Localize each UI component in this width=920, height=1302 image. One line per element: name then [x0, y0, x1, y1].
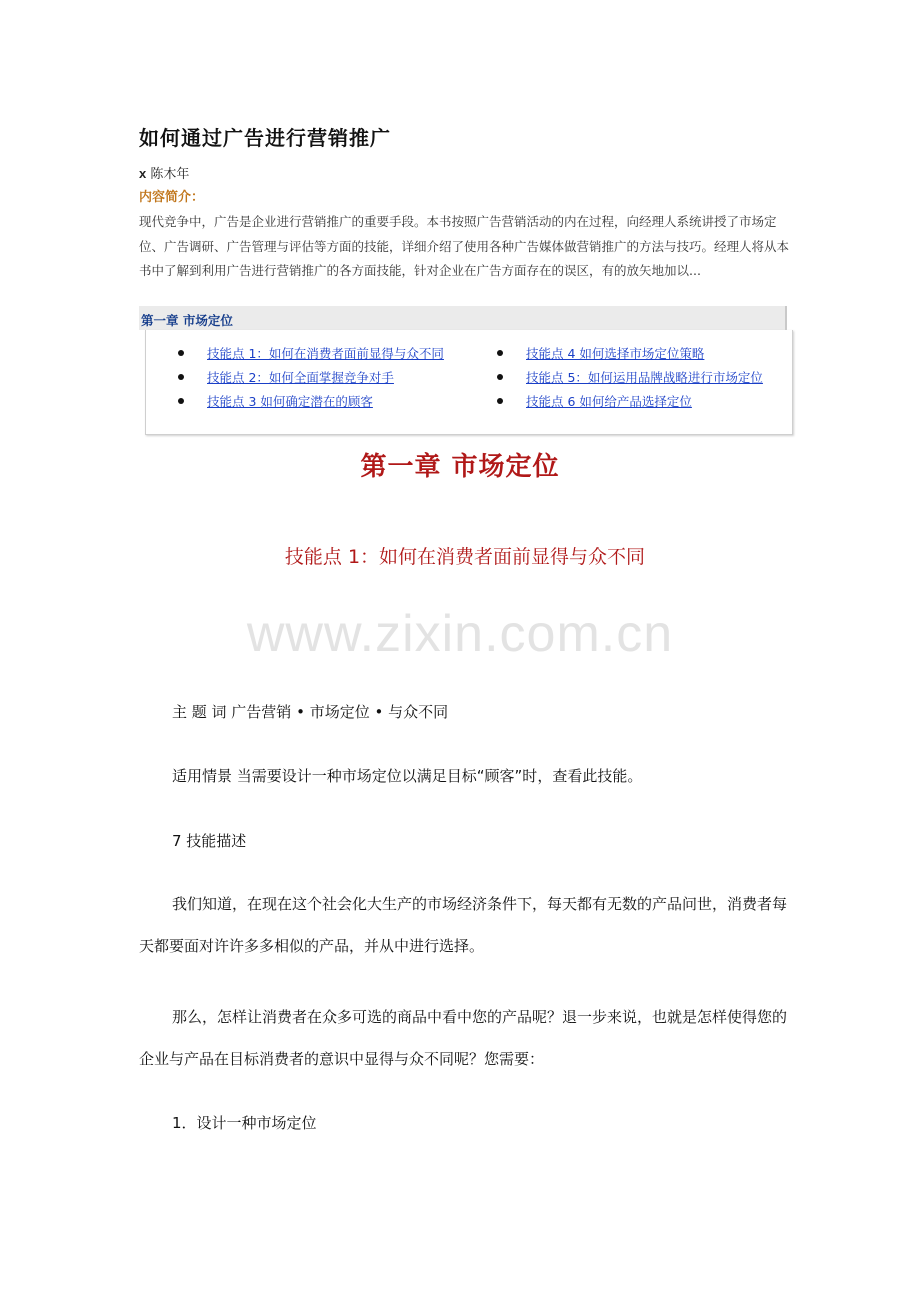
bullet-icon — [497, 374, 503, 380]
toc-link-skill-3[interactable]: 技能点 3 如何确定潜在的顾客 — [207, 394, 373, 409]
bullet-icon — [178, 374, 184, 380]
bullet-icon — [497, 350, 503, 356]
intro-label: 内容简介： — [139, 190, 205, 205]
bullet-icon — [497, 398, 503, 404]
toc-item — [526, 392, 692, 410]
bullet-icon — [178, 398, 184, 404]
bullet-icon — [178, 350, 184, 356]
toc-item — [207, 344, 444, 362]
scenario-line: 适用情景 当需要设计一种市场定位以满足目标“顾客”时，查看此技能。 — [172, 767, 643, 785]
author-line — [139, 163, 189, 182]
description-heading: 7 技能描述 — [172, 832, 247, 850]
toc-link-skill-4[interactable]: 技能点 4 如何选择市场定位策略 — [526, 346, 705, 361]
author-prefix: x — [139, 166, 147, 181]
toc-link-skill-1[interactable]: 技能点 1：如何在消费者面前显得与众不同 — [207, 346, 444, 361]
watermark: www.zixin.com.cn — [246, 605, 674, 663]
toc-item — [207, 392, 373, 410]
intro-text: 现代竞争中，广告是企业进行营销推广的重要手段。本书按照广告营销活动的内在过程，向经理人系统讲授了市场定位、广告调研、广告管理与评估等方面的技能，详细介绍了使用各种广告媒体做营销推广的方法与技巧。经理人将从本书中了解到利用广告进行营销推广的各方面技能，针对企业在广告方面存在的误区，有的放矢地加以... — [139, 214, 790, 278]
toc-chapter-label: 第一章 市场定位 — [141, 313, 233, 328]
document-title: 如何通过广告进行营销推广 — [139, 126, 391, 150]
keywords-line: 主 题 词 广告营销 • 市场定位 • 与众不同 — [172, 703, 449, 721]
author-name: 陈木年 — [150, 167, 190, 182]
toc-item — [207, 368, 394, 386]
toc-link-skill-6[interactable]: 技能点 6 如何给产品选择定位 — [526, 394, 692, 409]
toc-item — [526, 344, 704, 362]
chapter-heading: 第一章 市场定位 — [360, 452, 560, 482]
toc-item — [526, 368, 763, 386]
toc-box — [145, 330, 793, 435]
paragraph: 那么，怎样让消费者在众多可选的商品中看中您的产品呢？退一步来说，也就是怎样使得您的企业与产品在目标消费者的意识中显得与众不同呢？您需要： — [139, 1008, 788, 1068]
list-item: 1．设计一种市场定位 — [172, 1114, 317, 1132]
paragraph: 我们知道，在现在这个社会化大生产的市场经济条件下，每天都有无数的产品问世，消费者每天都要面对许许多多相似的产品，并从中进行选择。 — [139, 895, 788, 955]
toc-link-skill-2[interactable]: 技能点 2：如何全面掌握竞争对手 — [207, 370, 394, 385]
toc-link-skill-5[interactable]: 技能点 5：如何运用品牌战略进行市场定位 — [526, 370, 763, 385]
skill-heading: 技能点 1：如何在消费者面前显得与众不同 — [284, 546, 646, 568]
toc-chapter-bar — [139, 306, 787, 330]
